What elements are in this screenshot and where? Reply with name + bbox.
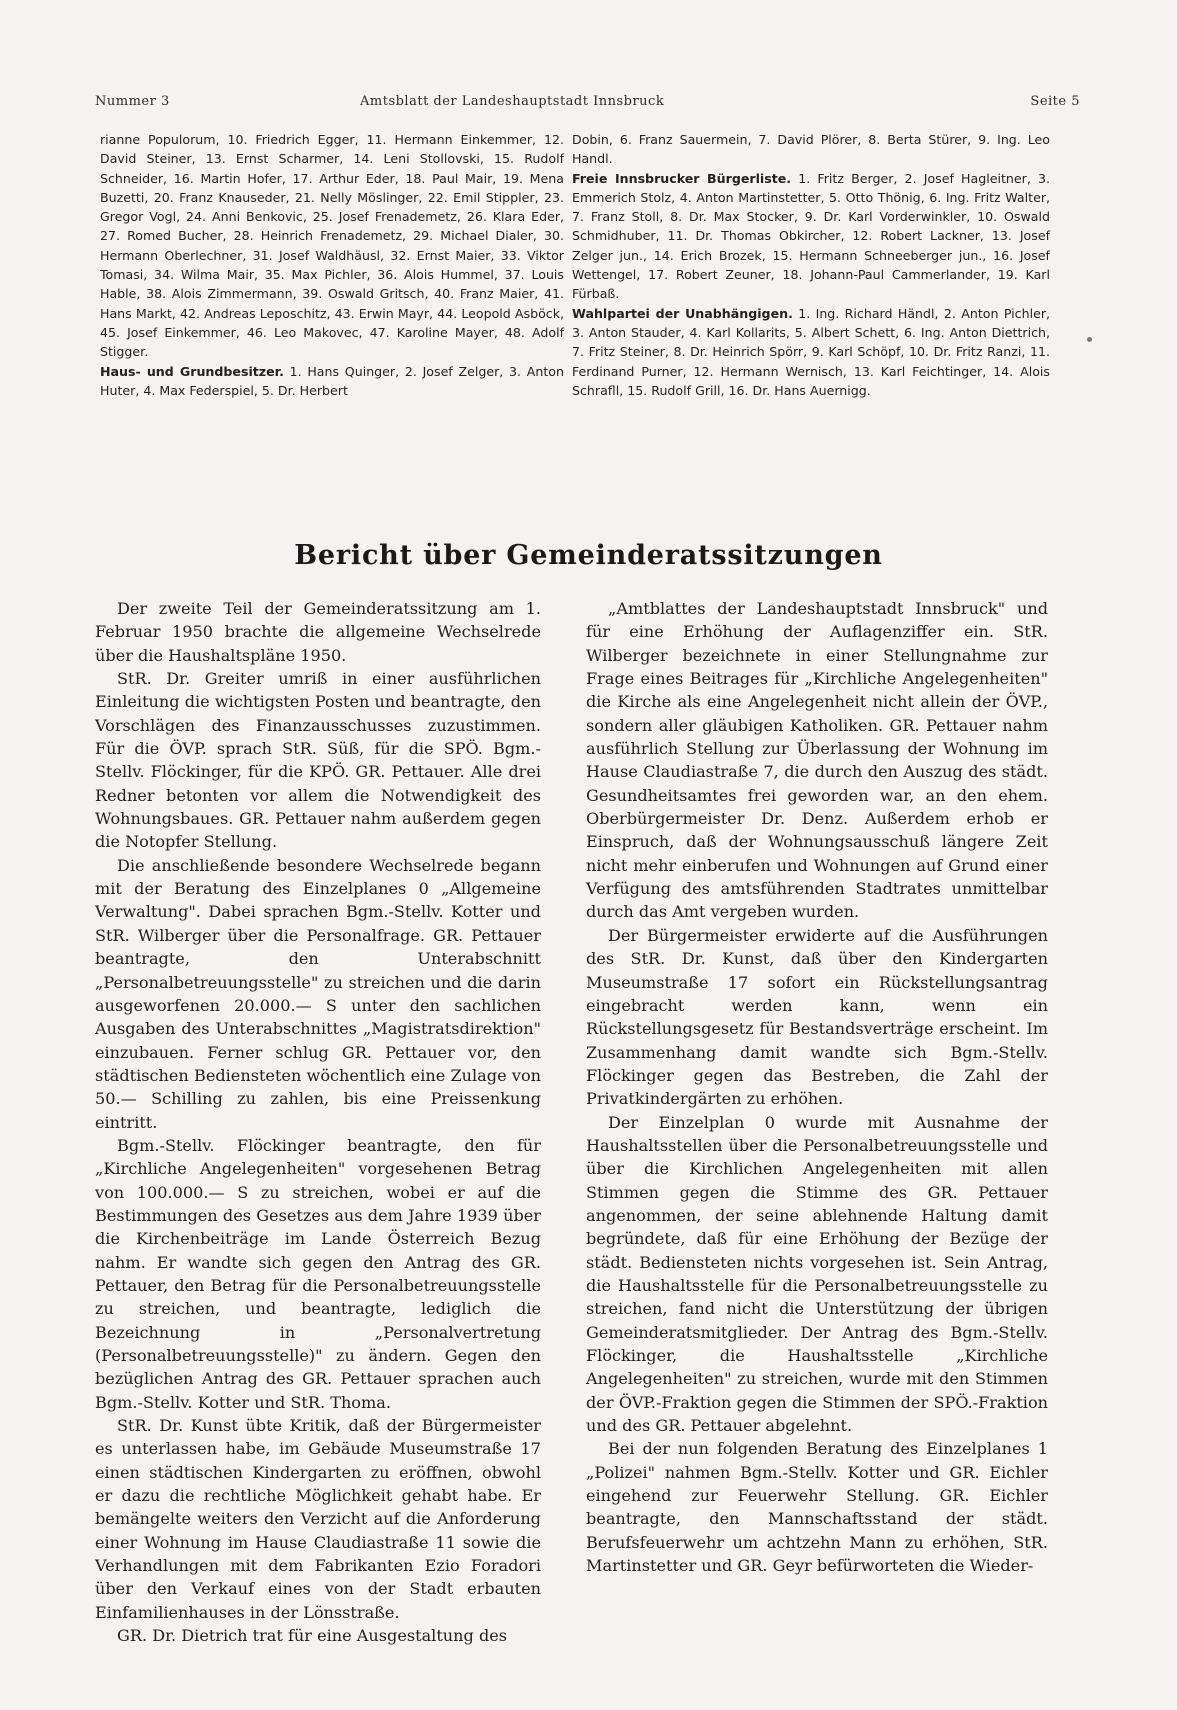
candidate-list-text [100,362,564,401]
candidate-list-left-column [100,130,564,400]
article-paragraph: Bgm.-Stellv. Flöckinger beantragte, den für „Kirchliche Angelegenheiten" vorgesehenen Betrag von 100.000.— S zu streichen, wobei er auf die Bestimmungen des Gesetzes aus dem Jahre 1939 über die Kirchenbeiträge im Lande Österreich Bezug nahm. Er wandte sich gegen den Antrag des GR. Pettauer, den Betrag für die Personalbetreuungsstelle zu streichen, und beantragte, lediglich die Bezeichnung in „Personalvertretung (Personalbetreuungsstelle)" zu ändern. Gegen den bezüglichen Antrag des GR. Pettauer sprachen auch Bgm.-Stellv. Kotter und StR. Thoma. [95,1135,541,1412]
issue-number: Nummer 3 [95,94,170,109]
article-paragraph: Die anschließende besondere Wechselrede begann mit der Beratung des Einzelplanes 0 „Allgemeine Verwaltung". Dabei sprachen Bgm.-Stellv. Kotter und StR. Wilberger über die Personalfrage. GR. Pettauer beantragte, den Unterabschnitt „Personalbetreuungsstelle" zu streichen und die darin ausgeworfenen 20.000.— S unter den sachlichen Ausgaben des Unterabschnittes „Magistratsdirektion" einzubauen. Ferner schlug GR. Pettauer vor, den städtischen Bediensteten wöchentlich eine Zulage von 50.— Schilling zu zahlen, bis eine Preissenkung eintritt. [95,855,541,1132]
article-right-column [586,597,1048,1577]
article-title: Bericht über Gemeinderatssitzungen [294,540,883,571]
candidate-list-2: 1. Hans Quinger, 2. Josef Zelger, 3. Anton Huter, 4. Max Federspiel, 5. Dr. Herbert [100,363,564,398]
candidate-list-text [100,130,564,362]
article-paragraph: StR. Dr. Kunst übte Kritik, daß der Bürgermeister es unterlassen habe, im Gebäude Museumstraße 17 einen städtischen Kindergarten zu eröffnen, obwohl er dazu die rechtliche Möglichkeit gehabt habe. Er bemängelte weiters den Verzicht auf die Anforderung einer Wohnung im Hause Claudiastraße 11 sowie die Verhandlungen mit dem Fabrikanten Ezio Foradori über den Verkauf eines von der Stadt erbauten Einfamilienhauses in der Lönsstraße. [95,1416,541,1622]
party-name: Haus- und Grundbesitzer. [100,363,284,379]
candidate-list-right-column [572,130,1050,400]
article-paragraph: StR. Dr. Greiter umriß in einer ausführlichen Einleitung die wichtigsten Posten und beantragte, den Vorschlägen des Finanzausschusses zuzustimmen. Für die ÖVP. sprach StR. Süß, für die SPÖ. Bgm.-Stellv. Flöckinger, für die KPÖ. GR. Pettauer. Alle drei Redner betonten vor allem die Notwendigkeit des Wohnungsbaues. GR. Pettauer nahm außerdem gegen die Notopfer Stellung. [95,669,541,852]
candidate-list-text [572,169,1050,304]
publication-title: Amtsblatt der Landeshauptstadt Innsbruck [360,94,665,109]
candidate-list-4: 1. Ing. Richard Händl, 2. Anton Pichler, 3. Anton Stauder, 4. Karl Kollarits, 5. Albert Schett, 6. Ing. Anton Diettrich, 7. Fritz Steiner, 8. Dr. Heinrich Spörr, 9. Karl Schöpf, 10. Dr. Fritz Ranzi, 11. Ferdinand Purner, 12. Hermann Wernisch, 13. Karl Feichtinger, 14. Alois Schrafll, 15. Rudolf Grill, 16. Dr. Hans Auernigg. [572,305,1050,398]
candidate-list-3: 1. Fritz Berger, 2. Josef Hagleitner, 3. Emmerich Stolz, 4. Anton Martinstetter, 5. Otto Thönig, 6. Ing. Fritz Walter, 7. Franz Stoll, 8. Dr. Max Stocker, 9. Dr. Karl Vorderwinkler, 10. Oswald Schmidhuber, 11. Dr. Thomas Obkircher, 12. Robert Lackner, 13. Josef Zelger jun., 14. Erich Brozek, 15. Hermann Schneeberger jun., 16. Josef Wettengel, 17. Robert Zeuner, 18. Johann-Paul Cammerlander, 19. Karl Fürbaß. [572,170,1050,302]
candidate-list-2-continued: Dobin, 6. Franz Sauermein, 7. David Plörer, 8. Berta Stürer, 9. Ing. Leo Handl. [572,132,1050,167]
candidate-list-text [572,130,1050,169]
article-paragraph: Der zweite Teil der Gemeinderatssitzung am 1. Februar 1950 brachte die allgemeine Wechselrede über die Haushaltspläne 1950. [95,599,541,665]
article-paragraph: Der Einzelplan 0 wurde mit Ausnahme der Haushaltsstellen über die Personalbetreuungsstelle und über die Kirchlichen Angelegenheiten mit allen Stimmen gegen die Stimme des GR. Pettauer angenommen, der seine ablehnende Haltung damit begründete, daß für eine Erhöhung der Bezüge der städt. Bediensteten nichts vorgesehen ist. Sein Antrag, die Haushaltsstelle für die Personalbetreuungsstelle zu streichen, fand nicht die Unterstützung der übrigen Gemeinderatsmitglieder. Der Antrag des Bgm.-Stellv. Flöckinger, die Haushaltsstelle „Kirchliche Angelegenheiten" zu streichen, wurde mit den Stimmen der ÖVP.-Fraktion gegen die Stimmen der SPÖ.-Fraktion und des GR. Pettauer abgelehnt. [586,1112,1048,1436]
candidate-list-text [572,304,1050,400]
page-header [95,94,1080,116]
article-paragraph: „Amtblattes der Landeshauptstadt Innsbruck" und für eine Erhöhung der Auflagenziffer ein. StR. Wilberger bezeichnete in einer Stellungnahme zur Frage eines Beitrages für „Kirchliche Angelegenheiten" die Kirche als eine Angelegenheit nicht allein der ÖVP., sondern aller gläubigen Katholiken. GR. Pettauer nahm ausführlich Stellung zur Überlassung der Wohnung im Hause Claudiastraße 7, die durch den Auszug des städt. Gesundheitsamtes frei geworden war, an den ehem. Oberbürgermeister Dr. Denz. Außerdem erhob er Einspruch, daß der Wohnungsausschuß längere Zeit nicht mehr einberufen und Wohnungen auf Grund einer Verfügung des amtsführenden Stadtrates unmittelbar durch das Amt vergeben wurden. [586,599,1048,922]
party-name: Freie Innsbrucker Bürgerliste. [572,170,792,186]
article-left-column [95,597,541,1647]
page-number: Seite 5 [1030,94,1080,109]
candidate-list-1: rianne Populorum, 10. Friedrich Egger, 11. Hermann Einkemmer, 12. David Steiner, 13. Ernst Scharmer, 14. Leni Stollovski, 15. Rudolf Schneider, 16. Martin Hofer, 17. Arthur Eder, 18. Paul Mair, 19. Mena Buzetti, 20. Franz Knauseder, 21. Nelly Möslinger, 22. Emil Stippler, 23. Gregor Vogl, 24. Anni Benkovic, 25. Josef Frenademetz, 26. Klara Eder, 27. Romed Bucher, 28. Heinrich Frenademetz, 29. Michael Dialer, 30. Hermann Oberlechner, 31. Josef Waldhäusl, 32. Ernst Maier, 33. Viktor Tomasi, 34. Wilma Mair, 35. Max Pichler, 36. Alois Hummel, 37. Louis Hable, 38. Alois Zimmermann, 39. Oswald Gritsch, 40. Franz Maier, 41. Hans Markt, 42. Andreas Leposchitz, 43. Erwin Mayr, 44. Leopold Asböck, 45. Josef Einkemmer, 46. Leo Makovec, 47. Karoline Mayer, 48. Adolf Stigger. [100,132,564,360]
article-paragraph: Bei der nun folgenden Beratung des Einzelplanes 1 „Polizei" nahmen Bgm.-Stellv. Kotter und GR. Eichler eingehend zur Feuerwehr Stellung. GR. Eichler beantragte, den Mannschaftsstand der städt. Berufsfeuerwehr um achtzehn Mann zu erhöhen, StR. Martinstetter und GR. Geyr befürworteten die Wieder- [586,1439,1048,1576]
article-paragraph: Der Bürgermeister erwiderte auf die Ausführungen des StR. Dr. Kunst, daß über den Kindergarten Museumstraße 17 sofort ein Rückstellungsantrag eingebracht werden kann, wenn ein Rückstellungsgesetz für Bestandsverträge erscheint. Im Zusammenhang damit wandte sich Bgm.-Stellv. Flöckinger gegen das Bestreben, die Zahl der Privatkindergärten zu erhöhen. [586,925,1048,1109]
print-speck [1087,337,1092,342]
article-paragraph: GR. Dr. Dietrich trat für eine Ausgestaltung des [117,1626,508,1646]
party-name: Wahlpartei der Unabhängigen. [572,305,793,321]
